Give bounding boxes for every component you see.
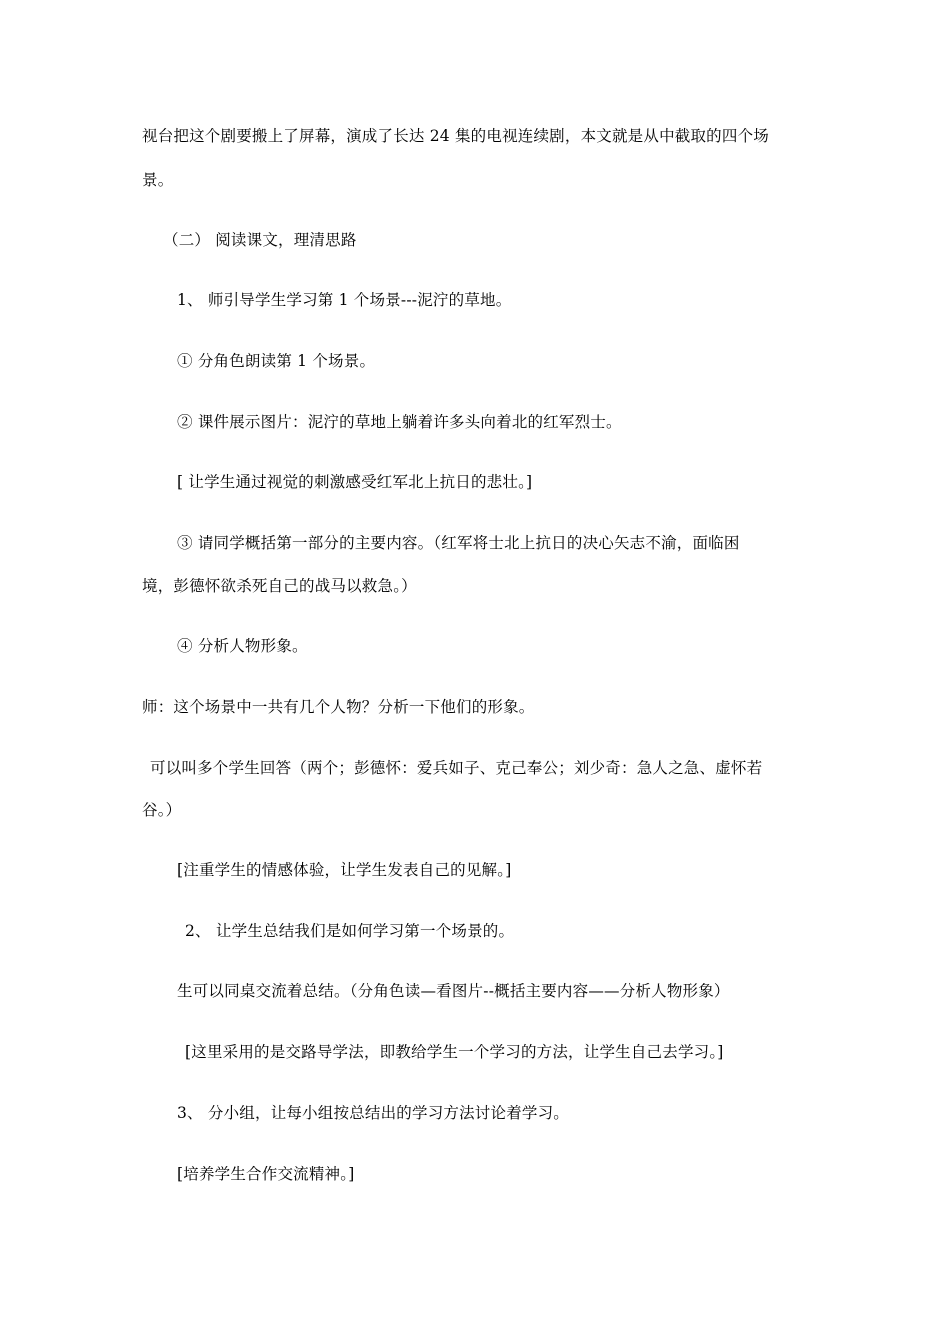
annotation-note: [培养学生合作交流精神。] <box>177 1165 355 1183</box>
sub-item: ② 课件展示图片：泥泞的草地上躺着许多头向着北的红军烈士。 <box>177 413 622 431</box>
paragraph-line: 师：这个场景中一共有几个人物？分析一下他们的形象。 <box>142 698 535 716</box>
numbered-item: 2、 让学生总结我们是如何学习第一个场景的。 <box>185 922 515 940</box>
annotation-note: [这里采用的是交路导学法，即教给学生一个学习的方法，让学生自己去学习。] <box>185 1043 724 1061</box>
section-heading: （二） 阅读课文，理清思路 <box>163 231 357 249</box>
sub-item: ④ 分析人物形象。 <box>177 637 308 655</box>
paragraph-line: 境，彭德怀欲杀死自己的战马以救急。） <box>142 577 417 595</box>
sub-item: ③ 请同学概括第一部分的主要内容。（红军将士北上抗日的决心矢志不渝，面临困 <box>177 534 740 552</box>
annotation-note: [ 让学生通过视觉的刺激感受红军北上抗日的悲壮。] <box>177 473 533 491</box>
numbered-item: 3、 分小组，让每小组按总结出的学习方法讨论着学习。 <box>177 1104 569 1122</box>
paragraph-line: 生可以同桌交流着总结。（分角色读—看图片--概括主要内容——分析人物形象） <box>177 982 730 1000</box>
paragraph-line: 谷。） <box>142 801 182 819</box>
paragraph-line: 视台把这个剧要搬上了屏幕，演成了长达 24 集的电视连续剧，本文就是从中截取的四个场 <box>142 127 769 145</box>
sub-item: ① 分角色朗读第 1 个场景。 <box>177 352 376 370</box>
paragraph-line: 可以叫多个学生回答（两个；彭德怀：爱兵如子、克己奉公；刘少奇：急人之急、虚怀若 <box>150 759 763 777</box>
annotation-note: [注重学生的情感体验，让学生发表自己的见解。] <box>177 861 512 879</box>
numbered-item: 1、 师引导学生学习第 1 个场景---泥泞的草地。 <box>177 291 512 309</box>
paragraph-line: 景。 <box>142 171 174 189</box>
